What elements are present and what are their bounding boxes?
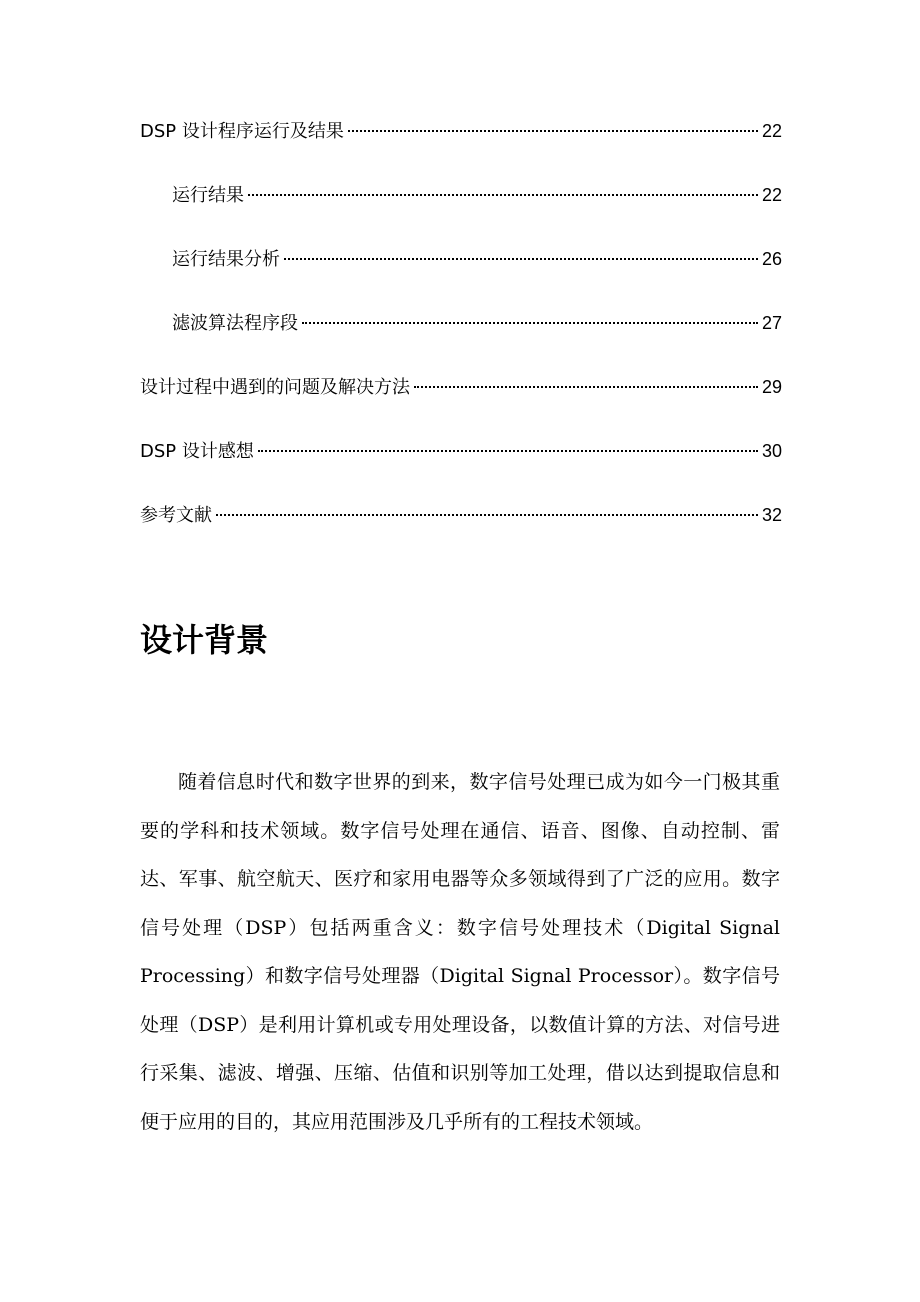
toc-entry-title: 运行结果 <box>172 185 244 206</box>
toc-entry-page: 30 <box>761 441 782 461</box>
table-of-contents <box>140 118 782 566</box>
toc-entry[interactable] <box>140 502 782 566</box>
toc-dot-leader <box>302 322 758 324</box>
toc-entry[interactable] <box>140 118 782 182</box>
toc-entry[interactable] <box>140 438 782 502</box>
toc-entry-title: DSP 设计程序运行及结果 <box>140 121 344 142</box>
section-heading: 设计背景 <box>140 621 269 659</box>
toc-entry[interactable] <box>140 182 782 246</box>
toc-entry-page: 26 <box>761 249 782 269</box>
toc-entry-title: DSP 设计感想 <box>140 441 254 462</box>
toc-entry-title: 滤波算法程序段 <box>172 313 298 334</box>
toc-entry[interactable] <box>140 374 782 438</box>
toc-entry-title: 运行结果分析 <box>172 249 280 270</box>
toc-entry-page: 22 <box>761 121 782 141</box>
toc-entry-page: 32 <box>761 505 782 525</box>
toc-entry-title: 设计过程中遇到的问题及解决方法 <box>140 377 410 398</box>
toc-entry-page: 29 <box>761 377 782 397</box>
toc-dot-leader <box>284 258 758 260</box>
body-paragraph: 随着信息时代和数字世界的到来，数字信号处理已成为如今一门极其重要的学科和技术领域。数字信号处理在通信、语音、图像、自动控制、雷达、军事、航空航天、医疗和家用电器等众多领域得到了广泛的应用。数字信号处理（DSP）包括两重含义：数字信号处理技术（Digital Signal Processing）和数字信号处理器（Digital Signal Processor）。数字信号处理（DSP）是利用计算机或专用处理设备，以数值计算的方法、对信号进行采集、滤波、增强、压缩、估值和识别等加工处理，借以达到提取信息和便于应用的目的，其应用范围涉及几乎所有的工程技术领域。 <box>140 771 780 1133</box>
toc-entry[interactable] <box>140 246 782 310</box>
toc-entry-title: 参考文献 <box>140 505 212 526</box>
toc-dot-leader <box>414 386 758 388</box>
toc-dot-leader <box>258 450 758 452</box>
toc-entry[interactable] <box>140 310 782 374</box>
toc-dot-leader <box>348 130 758 132</box>
toc-dot-leader <box>248 194 758 196</box>
toc-entry-page: 27 <box>761 313 782 333</box>
toc-entry-page: 22 <box>761 185 782 205</box>
toc-dot-leader <box>216 514 758 516</box>
